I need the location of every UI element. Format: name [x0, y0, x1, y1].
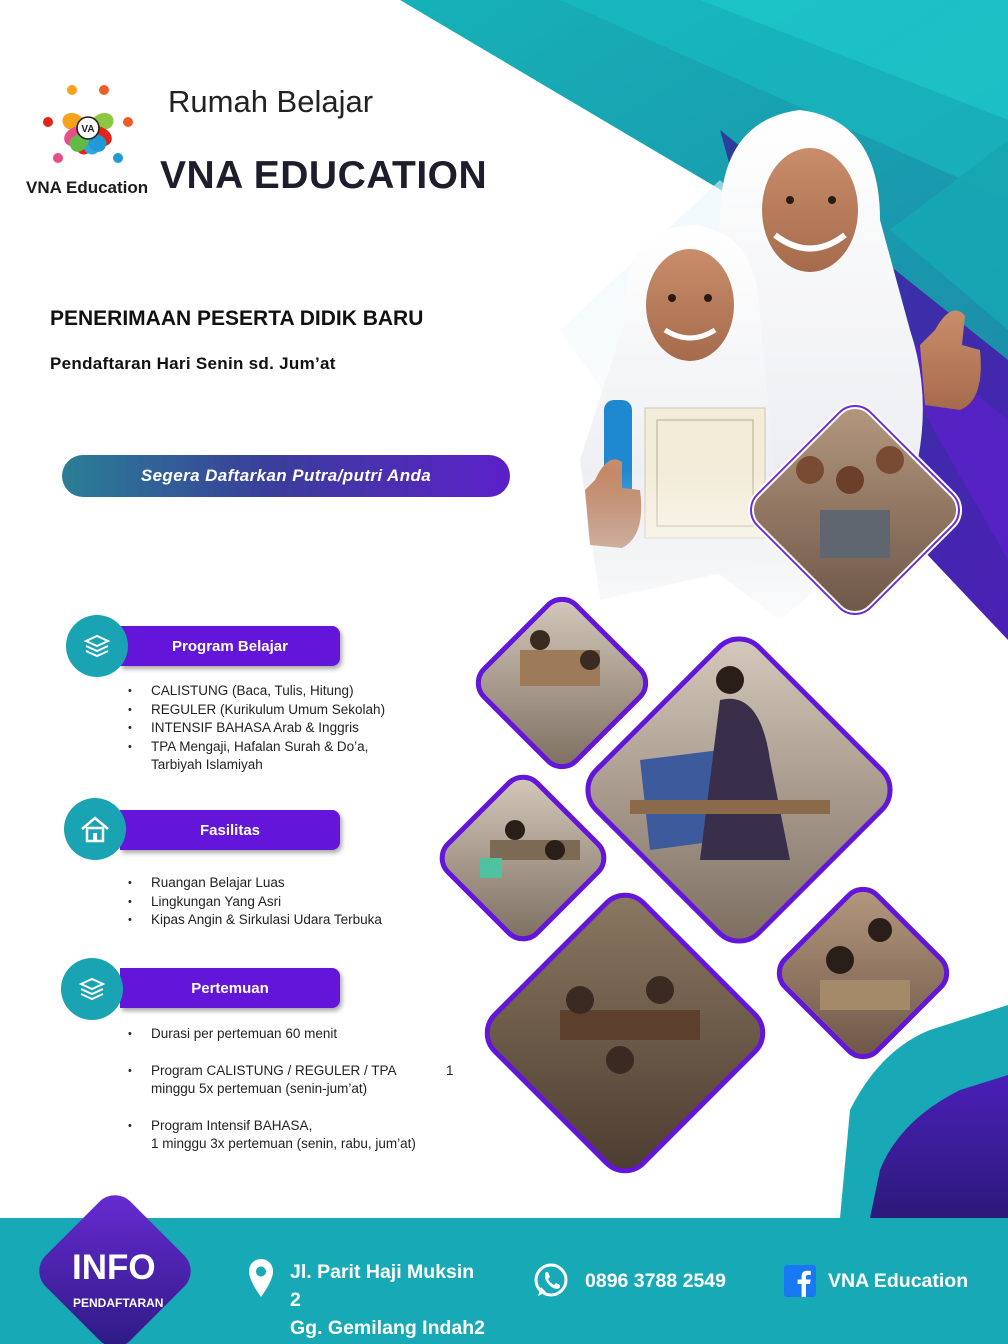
logo-caption: VNA Education — [26, 178, 149, 197]
list-item: • REGULER (Kurikulum Umum Sekolah) — [128, 701, 385, 720]
facebook-name[interactable]: VNA Education — [828, 1270, 969, 1292]
title-rumah-belajar: Rumah Belajar — [168, 84, 374, 119]
program-belajar-header: Program Belajar — [120, 626, 340, 666]
list-item: • Durasi per pertemuan 60 menit — [128, 1025, 416, 1044]
program-belajar-list — [128, 682, 385, 775]
list-item: • Program CALISTUNG / REGULER / TPA minggu 5x pertemuan (senin-jum’at) — [128, 1062, 416, 1099]
house-icon — [79, 815, 111, 843]
list-item: • TPA Mengaji, Hafalan Surah & Do’a, Tarbiyah Islamiyah — [128, 738, 385, 775]
info-title: INFO — [72, 1248, 156, 1287]
fasilitas-list — [128, 874, 382, 930]
svg-text:VA: VA — [81, 124, 95, 135]
location-pin-icon — [248, 1258, 274, 1298]
frequency-number: 1 — [446, 1063, 454, 1078]
list-item: • INTENSIF BAHASA Arab & Inggris — [128, 719, 385, 738]
pertemuan-list — [128, 1025, 416, 1154]
list-item: • CALISTUNG (Baca, Tulis, Hitung) — [128, 682, 385, 701]
fasilitas-header: Fasilitas — [120, 810, 340, 850]
program-icon-circle — [66, 615, 128, 677]
title-vna-education: VNA EDUCATION — [160, 154, 488, 197]
books-icon — [83, 633, 111, 659]
list-item: • Program Intensif BAHASA, 1 minggu 3x pertemuan (senin, rabu, jum’at) — [128, 1117, 416, 1154]
address: Jl. Parit Haji Muksin 2 Gg. Gemilang Indah2 — [290, 1261, 486, 1339]
list-item: • Lingkungan Yang Asri — [128, 893, 382, 912]
pertemuan-icon-circle — [61, 958, 123, 1020]
whatsapp-icon — [532, 1262, 570, 1300]
registration-days: Pendaftaran Hari Senin sd. Jum’at — [50, 354, 336, 373]
phone-number[interactable]: 0896 3788 2549 — [585, 1270, 726, 1292]
list-item: • Ruangan Belajar Luas — [128, 874, 382, 893]
info-subtitle: PENDAFTARAN — [73, 1296, 164, 1310]
books-icon — [78, 976, 106, 1002]
cta-banner — [62, 455, 510, 497]
list-item: • Kipas Angin & Sirkulasi Udara Terbuka — [128, 911, 382, 930]
pertemuan-header: Pertemuan — [120, 968, 340, 1008]
facebook-icon — [784, 1265, 816, 1297]
fasilitas-icon-circle — [64, 798, 126, 860]
cta-text: Segera Daftarkan Putra/putri Anda — [140, 466, 432, 485]
headline: PENERIMAAN PESERTA DIDIK BARU — [50, 307, 424, 330]
